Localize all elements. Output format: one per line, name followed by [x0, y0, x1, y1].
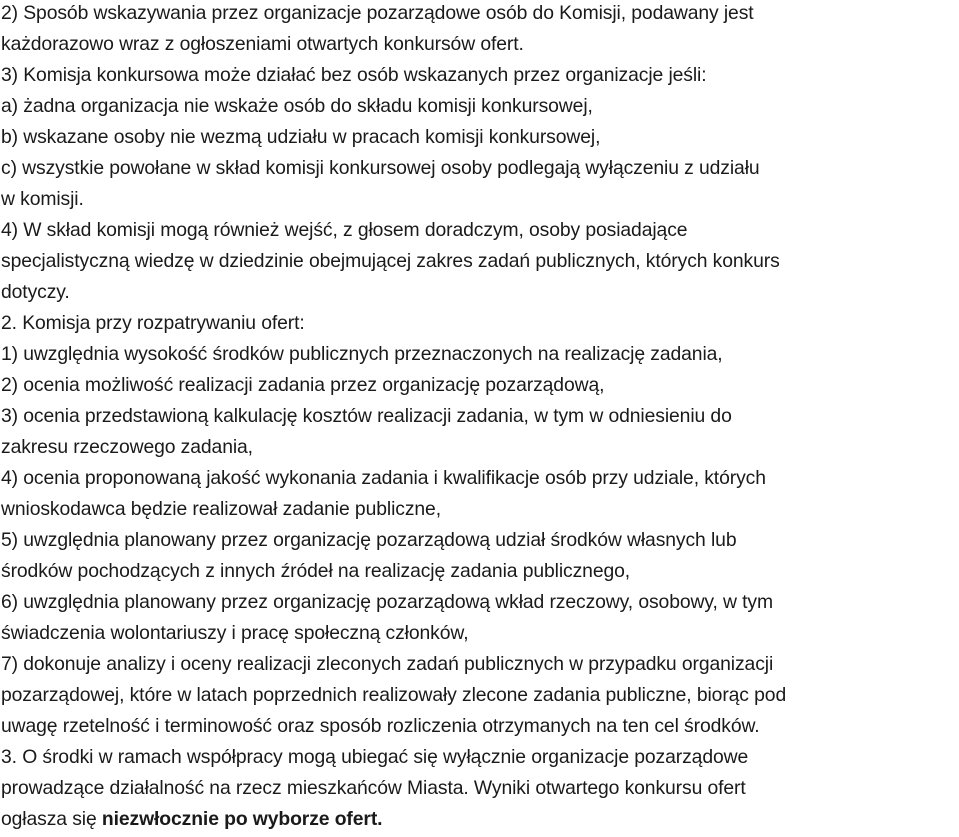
text-line: 4) ocenia proponowaną jakość wykonania zadania i kwalifikacje osób przy udziale, których	[1, 467, 766, 489]
text-line: 6) uwzględnia planowany przez organizację pozarządową wkład rzeczowy, osobowy, w tym	[1, 591, 773, 613]
text-line: 3) ocenia przedstawioną kalkulację kosztów realizacji zadania, w tym w odniesieniu do	[1, 405, 732, 427]
text-line: 7) dokonuje analizy i oceny realizacji zleconych zadań publicznych w przypadku organizacji	[1, 653, 774, 675]
text-line: a) żadna organizacja nie wskaże osób do składu komisji konkursowej,	[1, 95, 593, 117]
text-line: wnioskodawca będzie realizował zadanie publiczne,	[1, 498, 441, 520]
text-line: 3) Komisja konkursowa może działać bez osób wskazanych przez organizacje jeśli:	[1, 64, 707, 86]
last-line-prefix: ogłasza się	[1, 808, 102, 830]
text-line: 2. Komisja przy rozpatrywaniu ofert:	[1, 312, 305, 334]
text-line: środków pochodzących z innych źródeł na realizację zadania publicznego,	[1, 560, 631, 582]
text-line: 1) uwzględnia wysokość środków publicznych przeznaczonych na realizację zadania,	[1, 343, 723, 365]
text-line: 2) Sposób wskazywania przez organizacje pozarządowe osób do Komisji, podawany jest	[1, 2, 754, 24]
text-line: 2) ocenia możliwość realizacji zadania przez organizację pozarządową,	[1, 374, 605, 396]
text-line: zakresu rzeczowego zadania,	[1, 436, 253, 458]
text-line: c) wszystkie powołane w skład komisji konkursowej osoby podlegają wyłączeniu z udziału	[1, 157, 760, 179]
text-line: uwagę rzetelność i terminowość oraz sposób rozliczenia otrzymanych na ten cel środków.	[1, 715, 760, 737]
text-line: w komisji.	[1, 188, 84, 210]
text-line: każdorazowo wraz z ogłoszeniami otwartych konkursów ofert.	[1, 33, 524, 55]
text-line: pozarządowej, które w latach poprzednich realizowały zlecone zadania publiczne, biorąc pod	[1, 684, 787, 706]
text-line: 5) uwzględnia planowany przez organizację pozarządową udział środków własnych lub	[1, 529, 737, 551]
text-line: specjalistyczną wiedzę w dziedzinie obejmującej zakres zadań publicznych, których konkurs	[1, 250, 780, 272]
text-line: świadczenia wolontariuszy i pracę społeczną członków,	[1, 622, 469, 644]
text-line: 4) W skład komisji mogą również wejść, z głosem doradczym, osoby posiadające	[1, 219, 688, 241]
text-line: prowadzące działalność na rzecz mieszkańców Miasta. Wyniki otwartego konkursu ofert	[1, 777, 746, 799]
text-line: b) wskazane osoby nie wezmą udziału w pracach komisji konkursowej,	[1, 126, 601, 148]
document-text	[1, 0, 959, 835]
text-line: 3. O środki w ramach współpracy mogą ubiegać się wyłącznie organizacje pozarządowe	[1, 746, 749, 768]
last-line-emphasis: niezwłocznie po wyborze ofert.	[101, 808, 383, 830]
text-line: dotyczy.	[1, 281, 70, 303]
text-line-last	[1, 804, 956, 835]
